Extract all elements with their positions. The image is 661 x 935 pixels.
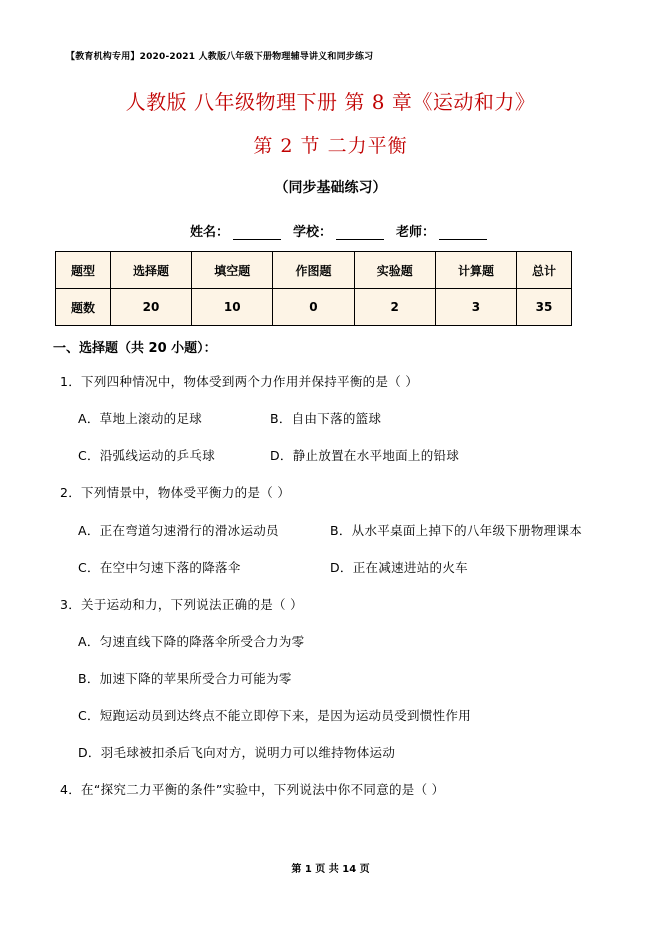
school-label: 学校： xyxy=(293,225,333,240)
table-header-cell: 实验题 xyxy=(354,252,435,289)
section-title: 第 2 节 二力平衡 xyxy=(253,135,408,157)
table-header-cell: 题型 xyxy=(56,252,111,289)
table-header-cell: 填空题 xyxy=(192,252,273,289)
teacher-label: 老师： xyxy=(396,225,436,240)
table-header-row xyxy=(56,252,572,289)
score-table xyxy=(55,251,572,326)
question-3-option-c: C．短跑运动员到达终点不能立即停下来，是因为运动员受到惯性作用 xyxy=(78,708,472,723)
name-label: 姓名： xyxy=(190,225,230,240)
question-3-option-d: D．羽毛球被扣杀后飞向对方，说明力可以维持物体运动 xyxy=(78,745,396,760)
table-header-cell: 总计 xyxy=(517,252,572,289)
question-1-stem: 1．下列四种情况中，物体受到两个力作用并保持平衡的是（ ） xyxy=(60,374,419,389)
question-2-stem: 2．下列情景中，物体受平衡力的是（ ） xyxy=(60,485,291,500)
header-note: 【教育机构专用】2020-2021 人教版八年级下册物理辅导讲义和同步练习 xyxy=(66,52,374,62)
question-2-option-d: D．正在减速进站的火车 xyxy=(330,560,468,575)
table-cell: 35 xyxy=(517,289,572,326)
question-1-option-b: B．自由下落的篮球 xyxy=(270,411,382,426)
student-info-row xyxy=(190,221,499,240)
page-footer: 第 1 页 共 14 页 xyxy=(291,864,370,875)
question-1-option-c: C．沿弧线运动的乒乓球 xyxy=(78,448,216,463)
table-cell: 20 xyxy=(110,289,191,326)
name-field xyxy=(190,221,281,240)
table-header-cell: 计算题 xyxy=(435,252,516,289)
table-row xyxy=(56,289,572,326)
question-1-option-a: A．草地上滚动的足球 xyxy=(78,411,203,426)
question-2-option-a: A．正在弯道匀速滑行的滑冰运动员 xyxy=(78,523,279,538)
question-4-stem: 4．在“探究二力平衡的条件”实验中，下列说法中你不同意的是（ ） xyxy=(60,782,445,797)
question-3-option-a: A．匀速直线下降的降落伞所受合力为零 xyxy=(78,634,305,649)
name-blank xyxy=(233,225,281,240)
table-header-cell: 作图题 xyxy=(273,252,354,289)
table-cell: 2 xyxy=(354,289,435,326)
document-title: 人教版 八年级物理下册 第 8 章《运动和力》 xyxy=(125,90,536,114)
table-cell: 题数 xyxy=(56,289,111,326)
table-cell: 3 xyxy=(435,289,516,326)
exercise-subtitle: （同步基础练习） xyxy=(274,180,387,196)
teacher-blank xyxy=(439,225,487,240)
question-3-stem: 3．关于运动和力，下列说法正确的是（ ） xyxy=(60,597,303,612)
school-blank xyxy=(336,225,384,240)
school-field xyxy=(293,221,384,240)
table-cell: 10 xyxy=(192,289,273,326)
question-2-option-c: C．在空中匀速下落的降落伞 xyxy=(78,560,241,575)
section-heading: 一、选择题（共 20 小题）： xyxy=(53,341,217,356)
table-cell: 0 xyxy=(273,289,354,326)
question-1-option-d: D．静止放置在水平地面上的铅球 xyxy=(270,448,460,463)
teacher-field xyxy=(396,221,487,240)
question-3-option-b: B．加速下降的苹果所受合力可能为零 xyxy=(78,671,292,686)
table-header-cell: 选择题 xyxy=(110,252,191,289)
question-2-option-b: B．从水平桌面上掉下的八年级下册物理课本 xyxy=(330,523,583,538)
